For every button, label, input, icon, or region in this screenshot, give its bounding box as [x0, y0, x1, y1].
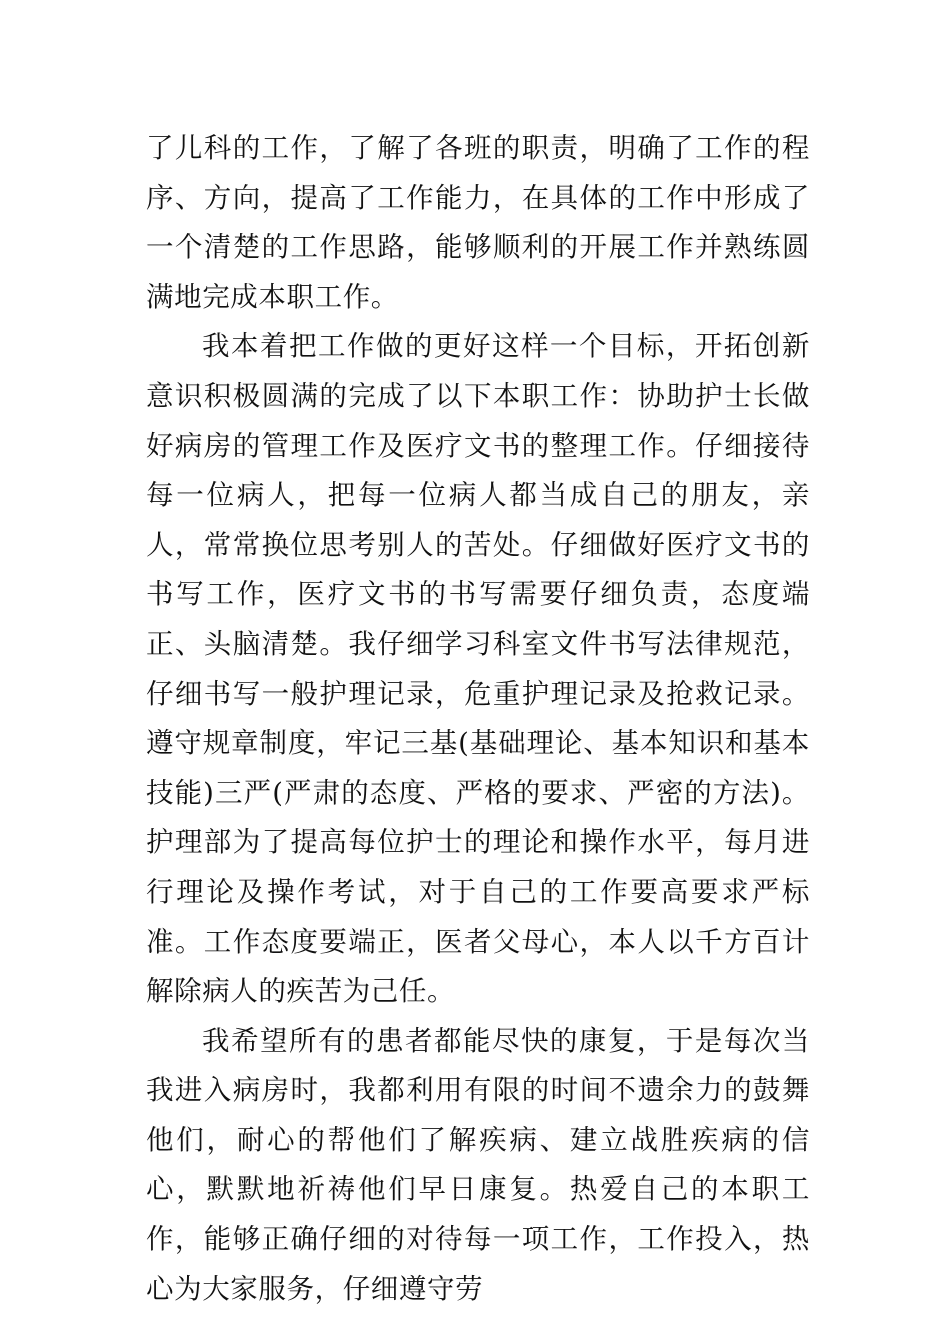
paragraph-3: 我希望所有的患者都能尽快的康复，于是每次当我进入病房时，我都利用有限的时间不遗余力的鼓舞他们，耐心的帮他们了解疾病、建立战胜疾病的信心，默默地祈祷他们早日康复。热爱自己的本职工作，能够正确仔细的对待每一项工作，工作投入，热心为大家服务，仔细遵守劳	[146, 1024, 810, 1305]
body-text	[146, 124, 810, 1314]
paragraph-1: 了儿科的工作，了解了各班的职责，明确了工作的程序、方向，提高了工作能力，在具体的工作中形成了一个清楚的工作思路，能够顺利的开展工作并熟练圆满地完成本职工作。	[146, 132, 810, 313]
paragraph-2: 我本着把工作做的更好这样一个目标，开拓创新意识积极圆满的完成了以下本职工作：协助护士长做好病房的管理工作及医疗文书的整理工作。仔细接待每一位病人，把每一位病人都当成自己的朋友，亲人，常常换位思考别人的苦处。仔细做好医疗文书的书写工作，医疗文书的书写需要仔细负责，态度端正、头脑清楚。我仔细学习科室文件书写法律规范，仔细书写一般护理记录，危重护理记录及抢救记录。遵守规章制度，牢记三基(基础理论、基本知识和基本技能)三严(严肃的态度、严格的要求、严密的方法)。护理部为了提高每位护士的理论和操作水平，每月进行理论及操作考试，对于自己的工作要高要求严标准。工作态度要端正，医者父母心，本人以千方百计解除病人的疾苦为己任。	[146, 330, 810, 1008]
